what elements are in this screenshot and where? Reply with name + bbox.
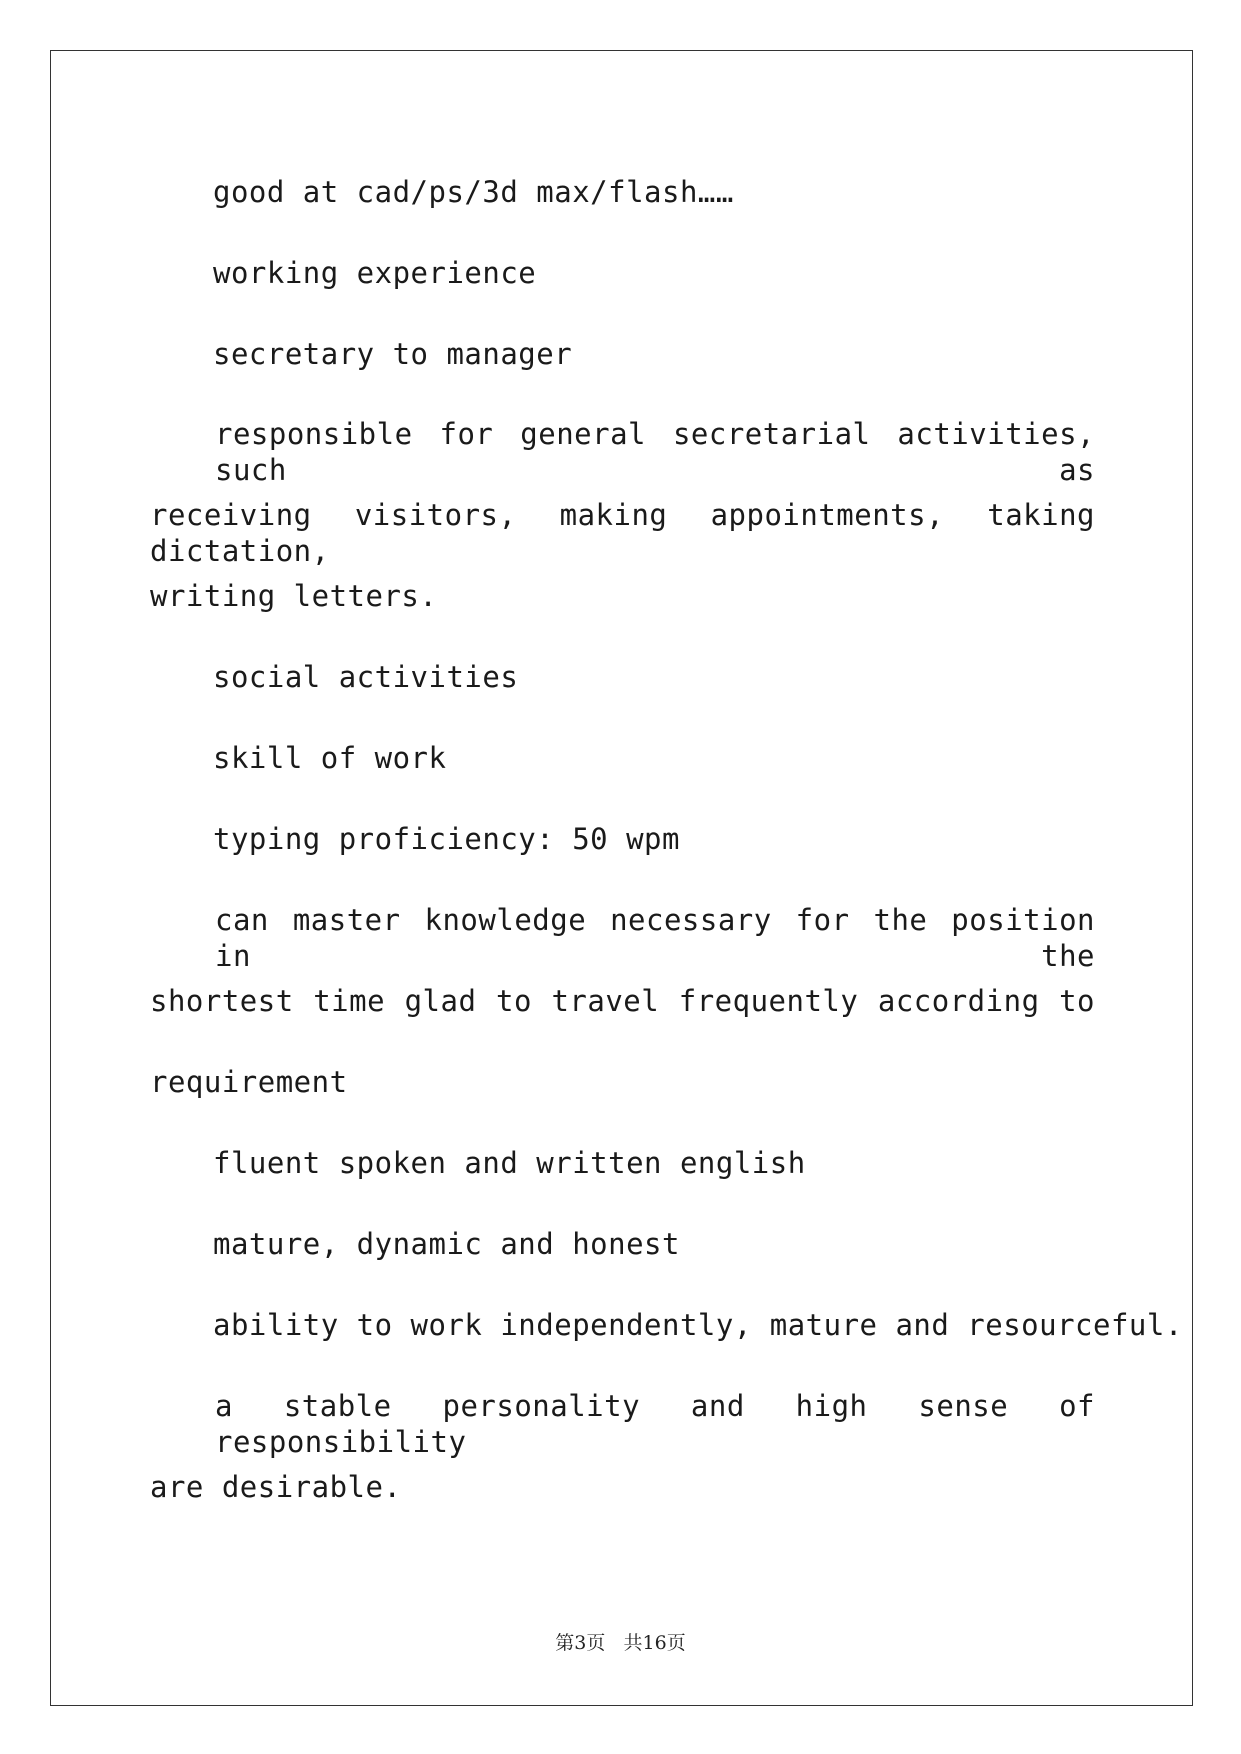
text-line: mature, dynamic and honest bbox=[213, 1227, 680, 1261]
text-line: typing proficiency: 50 wpm bbox=[213, 822, 680, 856]
text-line: social activities bbox=[213, 660, 519, 694]
text-line: fluent spoken and written english bbox=[213, 1146, 806, 1180]
text-line: are desirable. bbox=[150, 1470, 402, 1504]
text-line: requirement bbox=[150, 1065, 348, 1099]
text-line: working experience bbox=[213, 256, 537, 290]
text-line: skill of work bbox=[213, 741, 447, 775]
text-line: secretary to manager bbox=[213, 337, 573, 371]
page-footer bbox=[0, 1628, 1241, 1655]
text-line: shortest time glad to travel frequently according to bbox=[150, 984, 1095, 1018]
page-total: 共16页 bbox=[623, 1632, 686, 1654]
text-line: can master knowledge necessary for the position in the bbox=[215, 903, 1095, 973]
page-number: 第3页 bbox=[555, 1632, 606, 1654]
text-line: responsible for general secretarial activities, such as bbox=[215, 417, 1095, 487]
text-line: good at cad/ps/3d max/flash…… bbox=[213, 175, 734, 209]
text-line: ability to work independently, mature and resourceful. bbox=[213, 1308, 1183, 1342]
text-line: receiving visitors, making appointments, taking dictation, bbox=[150, 498, 1095, 568]
text-line: a stable personality and high sense of responsibility bbox=[215, 1389, 1095, 1459]
text-line: writing letters. bbox=[150, 579, 438, 613]
